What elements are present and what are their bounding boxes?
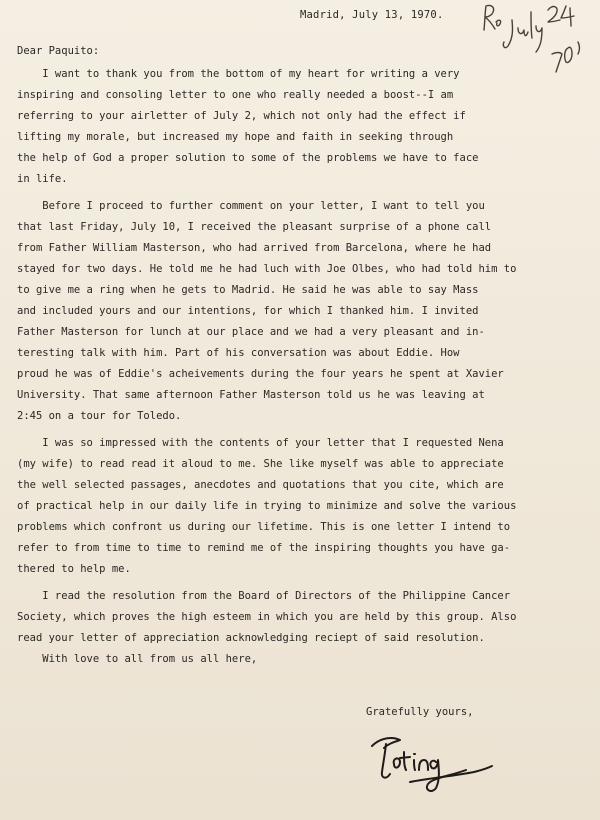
letter-closing: Gratefully yours, <box>366 706 474 718</box>
text-line: refer to from time to time to remind me of the inspiring thoughts you have ga- <box>17 542 511 554</box>
text-line: the help of God a proper solution to some of the problems we have to face <box>17 152 479 164</box>
text-line: and included yours and our intentions, for which I thanked him. I invited <box>17 305 479 317</box>
text-line: of practical help in our daily life in trying to minimize and solve the various <box>17 500 517 512</box>
text-line: stayed for two days. He told me he had luch with Joe Olbes, who had told him to <box>17 263 517 275</box>
text-line: teresting talk with him. Part of his conversation was about Eddie. How <box>17 347 460 359</box>
text-line: University. That same afternoon Father Masterson told us he was leaving at <box>17 389 485 401</box>
text-line: that last Friday, July 10, I received the pleasant surprise of a phone call <box>17 221 492 233</box>
paragraph <box>17 649 591 670</box>
text-line: problems which confront us during our lifetime. This is one letter I intend to <box>17 521 511 533</box>
paragraph <box>17 586 591 649</box>
text-line: With love to all from us all here, <box>17 653 258 665</box>
handwritten-signature <box>370 730 495 796</box>
text-line: 2:45 on a tour for Toledo. <box>17 410 182 422</box>
text-line: to give me a ring when he gets to Madrid. He said he was able to say Mass <box>17 284 479 296</box>
paragraph <box>17 196 591 427</box>
text-line: the well selected passages, anecdotes and quotations that you cite, which are <box>17 479 504 491</box>
text-line: lifting my morale, but increased my hope and faith in seeking through <box>17 131 454 143</box>
paragraph <box>17 433 591 580</box>
text-line: Father Masterson for lunch at our place and we had a very pleasant and in- <box>17 326 485 338</box>
text-line: I was so impressed with the contents of your letter that I requested Nena <box>17 437 504 449</box>
text-line: I want to thank you from the bottom of my heart for writing a very <box>17 68 460 80</box>
letter-greeting: Dear Paquito: <box>17 45 100 57</box>
text-line: proud he was of Eddie's acheivements during the four years he spent at Xavier <box>17 368 504 380</box>
signature-scribble <box>370 730 495 796</box>
text-line: in life. <box>17 173 68 185</box>
letter-date: Madrid, July 13, 1970. <box>300 9 444 21</box>
text-line: referring to your airletter of July 2, which not only had the effect if <box>17 110 466 122</box>
text-line: (my wife) to read read it aloud to me. She like myself was able to appreciate <box>17 458 504 470</box>
text-line: I read the resolution from the Board of Directors of the Philippine Cancer <box>17 590 511 602</box>
text-line: Before I proceed to further comment on your letter, I want to tell you <box>17 200 485 212</box>
text-line: inspiring and consoling letter to one who really needed a boost--I am <box>17 89 454 101</box>
text-line: read your letter of appreciation acknowledging reciept of said resolution. <box>17 632 485 644</box>
text-line: from Father William Masterson, who had arrived from Barcelona, where he had <box>17 242 492 254</box>
paragraph <box>17 64 591 190</box>
letter-body <box>17 64 591 670</box>
text-line: thered to help me. <box>17 563 131 575</box>
text-line: Society, which proves the high esteem in which you are held by this group. Also <box>17 611 517 623</box>
